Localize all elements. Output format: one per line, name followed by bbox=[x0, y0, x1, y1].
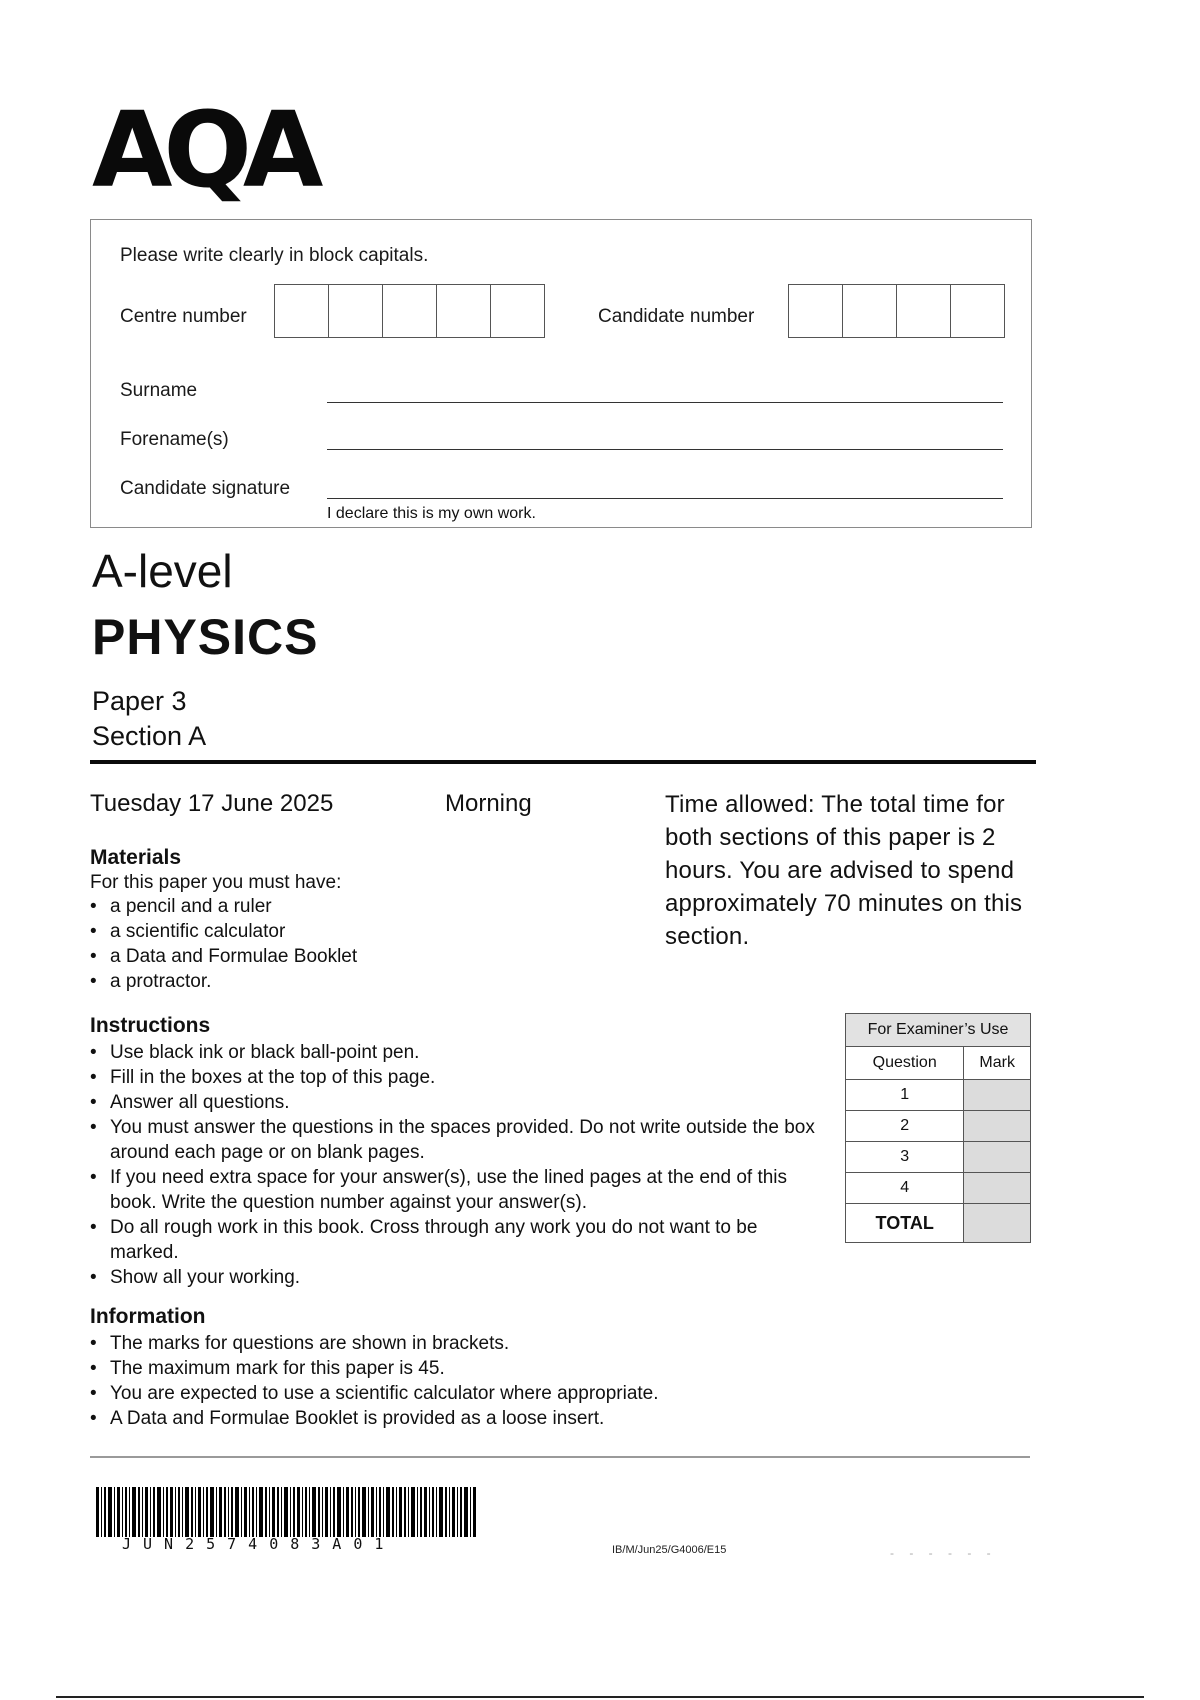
materials-heading: Materials bbox=[90, 846, 182, 869]
paper-reference: IB/M/Jun25/G4006/E15 bbox=[612, 1544, 727, 1556]
instruction-item: • Show all your working. bbox=[90, 1265, 820, 1290]
total-mark-cell bbox=[964, 1204, 1031, 1243]
information-item: • You are expected to use a scientific calculator where appropriate. bbox=[90, 1381, 830, 1406]
barcode-text: JUN2574083A01 bbox=[122, 1535, 396, 1553]
candidate-number-label: Candidate number bbox=[598, 306, 755, 327]
candidate-number-boxes[interactable] bbox=[788, 284, 1005, 338]
information-section bbox=[90, 1305, 830, 1431]
instruction-item: • Use black ink or black ball-point pen. bbox=[90, 1040, 820, 1065]
instructions-section bbox=[90, 1014, 820, 1290]
candidate-digit-box[interactable] bbox=[897, 285, 951, 337]
centre-digit-box[interactable] bbox=[275, 285, 329, 337]
examiner-table-title: For Examiner’s Use bbox=[846, 1014, 1031, 1047]
information-heading: Information bbox=[90, 1305, 206, 1328]
barcode-image bbox=[96, 1487, 476, 1537]
forename-label: Forename(s) bbox=[120, 429, 229, 450]
instruction-item: • Fill in the boxes at the top of this page. bbox=[90, 1065, 820, 1090]
surname-label: Surname bbox=[120, 380, 198, 401]
page-bottom-rule bbox=[56, 1696, 1144, 1698]
candidate-digit-box[interactable] bbox=[789, 285, 843, 337]
materials-item: • a protractor. bbox=[90, 969, 650, 994]
centre-number-boxes[interactable] bbox=[274, 284, 545, 338]
instruction-item: • Do all rough work in this book. Cross through any work you do not want to be marked. bbox=[90, 1215, 820, 1265]
question-number: 4 bbox=[846, 1173, 964, 1204]
block-capitals-instruction: Please write clearly in block capitals. bbox=[120, 245, 429, 266]
title-divider bbox=[90, 760, 1036, 764]
mark-cell bbox=[964, 1080, 1031, 1111]
signature-field[interactable] bbox=[327, 498, 1003, 499]
qualification-level: A-level bbox=[92, 545, 233, 597]
centre-number-label: Centre number bbox=[120, 306, 247, 327]
materials-item: • a pencil and a ruler bbox=[90, 894, 650, 919]
materials-item: • a scientific calculator bbox=[90, 919, 650, 944]
centre-digit-box[interactable] bbox=[329, 285, 383, 337]
section-name: Section A bbox=[92, 721, 207, 751]
centre-digit-box[interactable] bbox=[383, 285, 437, 337]
exam-date: Tuesday 17 June 2025 bbox=[90, 790, 334, 817]
materials-section bbox=[90, 846, 650, 994]
question-number: 2 bbox=[846, 1111, 964, 1142]
time-allowed: Time allowed: The total time for both sections of this paper is 2 hours. You are advised to spend approximately 70 minutes on this section. bbox=[665, 791, 1023, 950]
candidate-digit-box[interactable] bbox=[951, 285, 1004, 337]
declaration-text: I declare this is my own work. bbox=[327, 505, 536, 522]
centre-digit-box[interactable] bbox=[491, 285, 544, 337]
faint-marks: - - - - - - bbox=[890, 1546, 997, 1560]
candidate-digit-box[interactable] bbox=[843, 285, 897, 337]
footer-divider bbox=[90, 1456, 1030, 1458]
signature-label: Candidate signature bbox=[120, 478, 291, 499]
question-column-header: Question bbox=[846, 1047, 964, 1080]
mark-cell bbox=[964, 1173, 1031, 1204]
aqa-logo: AQA bbox=[92, 89, 315, 211]
surname-field[interactable] bbox=[327, 402, 1003, 403]
mark-cell bbox=[964, 1142, 1031, 1173]
examiner-use-table bbox=[845, 1013, 1031, 1243]
mark-cell bbox=[964, 1111, 1031, 1142]
instructions-heading: Instructions bbox=[90, 1014, 211, 1037]
centre-digit-box[interactable] bbox=[437, 285, 491, 337]
instruction-item: • If you need extra space for your answer(s), use the lined pages at the end of this book. Write the question number against your answer(s). bbox=[90, 1165, 820, 1215]
paper-number: Paper 3 bbox=[92, 686, 187, 716]
question-number: 1 bbox=[846, 1080, 964, 1111]
forename-field[interactable] bbox=[327, 449, 1003, 450]
instruction-item: • Answer all questions. bbox=[90, 1090, 820, 1115]
mark-column-header: Mark bbox=[964, 1047, 1031, 1080]
information-item: • The marks for questions are shown in brackets. bbox=[90, 1331, 830, 1356]
question-number: 3 bbox=[846, 1142, 964, 1173]
information-item: • The maximum mark for this paper is 45. bbox=[90, 1356, 830, 1381]
subject-title: PHYSICS bbox=[92, 609, 319, 665]
materials-item: • a Data and Formulae Booklet bbox=[90, 944, 650, 969]
materials-intro: For this paper you must have: bbox=[90, 872, 342, 893]
information-item: • A Data and Formulae Booklet is provided as a loose insert. bbox=[90, 1406, 830, 1431]
exam-session: Morning bbox=[445, 790, 532, 817]
total-label: TOTAL bbox=[846, 1204, 964, 1243]
instruction-item: • You must answer the questions in the spaces provided. Do not write outside the box around each page or on blank pages. bbox=[90, 1115, 820, 1165]
